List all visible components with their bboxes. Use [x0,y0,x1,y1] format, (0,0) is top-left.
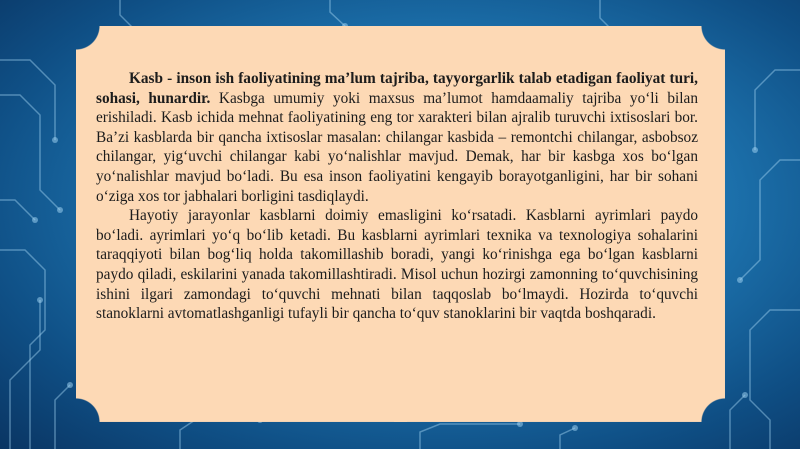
definition-body: Kasbga umumiy yoki maxsus ma’lumot hamdaamaliy tajriba yo‘li bilan erishiladi. Kasb ichida mehnat faoliyatining eng tor xarakteri bilan ajralib turuvchi ixtisoslari bor. Ba’zi kasblarda bir qancha ixtisoslar masalan: chilangar kasbida – remontchi chilangar, asbobsoz chilangar, yig‘uvchi chilangar kabi yo‘nalishlar mavjud. Demak, har bir kasbga xos bo‘lgan yo‘nalishlar mavjud bo‘ladi. Bu esa inson faoliyatini kengayib borayotganligini, har bir sohani o‘ziga xos tor jabhalari borligini tasdiqlaydi. [96,89,698,205]
paragraph-definition [96,69,698,206]
definition-lead: Kasb - inson ish faoliyatining ma’lum tajriba, tayyorgarlik talab etadigan faoliyat turi, sohasi, hunardir. [96,70,698,107]
paragraph-evolution: Hayotiy jarayonlar kasblarni doimiy emasligini ko‘rsatadi. Kasblarni ayrimlari paydo bo‘ladi. ayrimlari yo‘q bo‘lib ketadi. Bu kasblarni ayrimlari texnika va texnologiya sohalarini taraqqiyoti bilan bog‘liq holda takomillashib boradi, yangi ko‘rinishga ega bo‘lgan kasblarni paydo qiladi, eskilarini yanada takomillashtiradi. Misol uchun hozirgi zamonning to‘quvchisining ishini ilgari zamondagi to‘quvchi mehnati bilan taqqoslab bo‘lmaydi. Hozirda to‘quvchi stanoklarni avtomatlashganligi tufayli bir qancha to‘quv stanoklarini bir vaqtda boshqaradi. [96,207,698,323]
slide-text [96,69,698,324]
